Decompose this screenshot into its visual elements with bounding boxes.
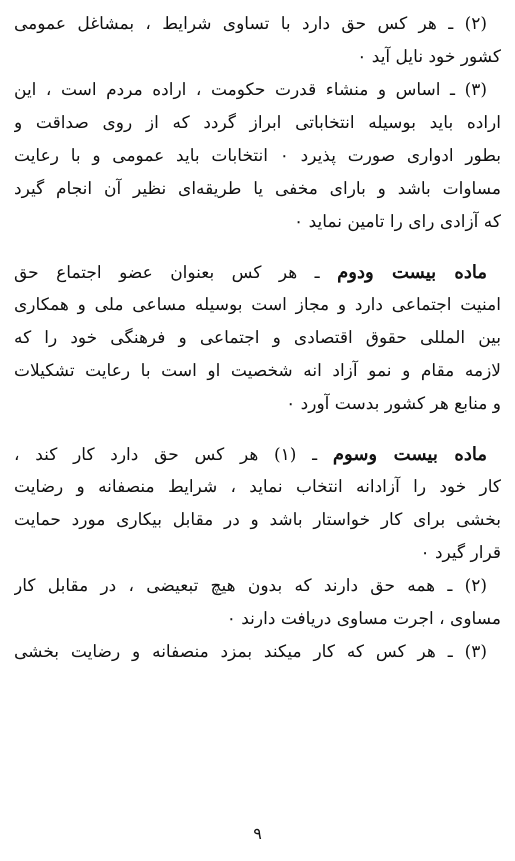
page-number: ۹ <box>253 824 262 843</box>
text-line: (۲) ـ هر کس حق دارد با تساوی شرایط ، بمشاغل عمومی <box>14 14 487 34</box>
text-line: مساوات باشد و بارای مخفی یا طریقه‌ای نظیر آن انجام گیرد <box>14 179 501 199</box>
article-23-heading: ماده بیست وسوم <box>332 444 488 465</box>
text-line: (۳) ـ اساس و منشاء قدرت حکومت ، اراده مردم است ، این <box>14 80 487 100</box>
article-23-first-line <box>14 438 501 471</box>
text-line: که آزادی رای را تامین نماید ٠ <box>294 212 501 232</box>
paragraph-spacer <box>14 421 501 438</box>
text-line: قرار گیرد ٠ <box>420 543 501 563</box>
text-line: کشور خود نایل آید ٠ <box>357 47 501 67</box>
article-22-first-line <box>14 256 501 289</box>
text-line: (۲) ـ همه حق دارند که بدون هیچ تبعیضی ، در مقابل کار <box>14 576 487 596</box>
text-line: (۳) ـ هر کس که کار میکند بمزد منصفانه و رضایت بخشی <box>14 642 487 662</box>
article-22-heading: ماده بیست ودوم <box>337 262 488 283</box>
article-22-intro: ـ هر کس بعنوان عضو اجتماع حق <box>14 263 320 283</box>
text-line: و منابع هر کشور بدست آورد ٠ <box>286 394 501 414</box>
paragraph-spacer <box>14 239 501 256</box>
text-line: مساوی ، اجرت مساوی دریافت دارند ٠ <box>226 609 501 629</box>
text-line: کار خود را آزادانه انتخاب نماید ، شرایط منصفانه و رضایت <box>14 477 501 497</box>
text-line: بخشی برای کار خواستار باشد و در مقابل بیکاری مورد حمایت <box>14 510 501 530</box>
text-line: بطور ادواری صورت پذیرد ٠ انتخابات باید عمومی و با رعایت <box>14 146 501 166</box>
article-23-intro: ـ (۱) هر کس حق دارد کار کند ، <box>14 445 318 465</box>
text-line: اراده باید بوسیله انتخاباتی ابراز گردد که از روی صداقت و <box>14 113 501 133</box>
text-line: بین المللی حقوق اقتصادی و اجتماعی و فرهنگی خود را که <box>14 328 501 348</box>
text-line: لازمه مقام و نمو آزاد انه شخصیت او است با رعایت تشکیلات <box>14 361 501 381</box>
text-line: امنیت اجتماعی دارد و مجاز است بوسیله مساعی ملی و همکاری <box>14 295 501 315</box>
